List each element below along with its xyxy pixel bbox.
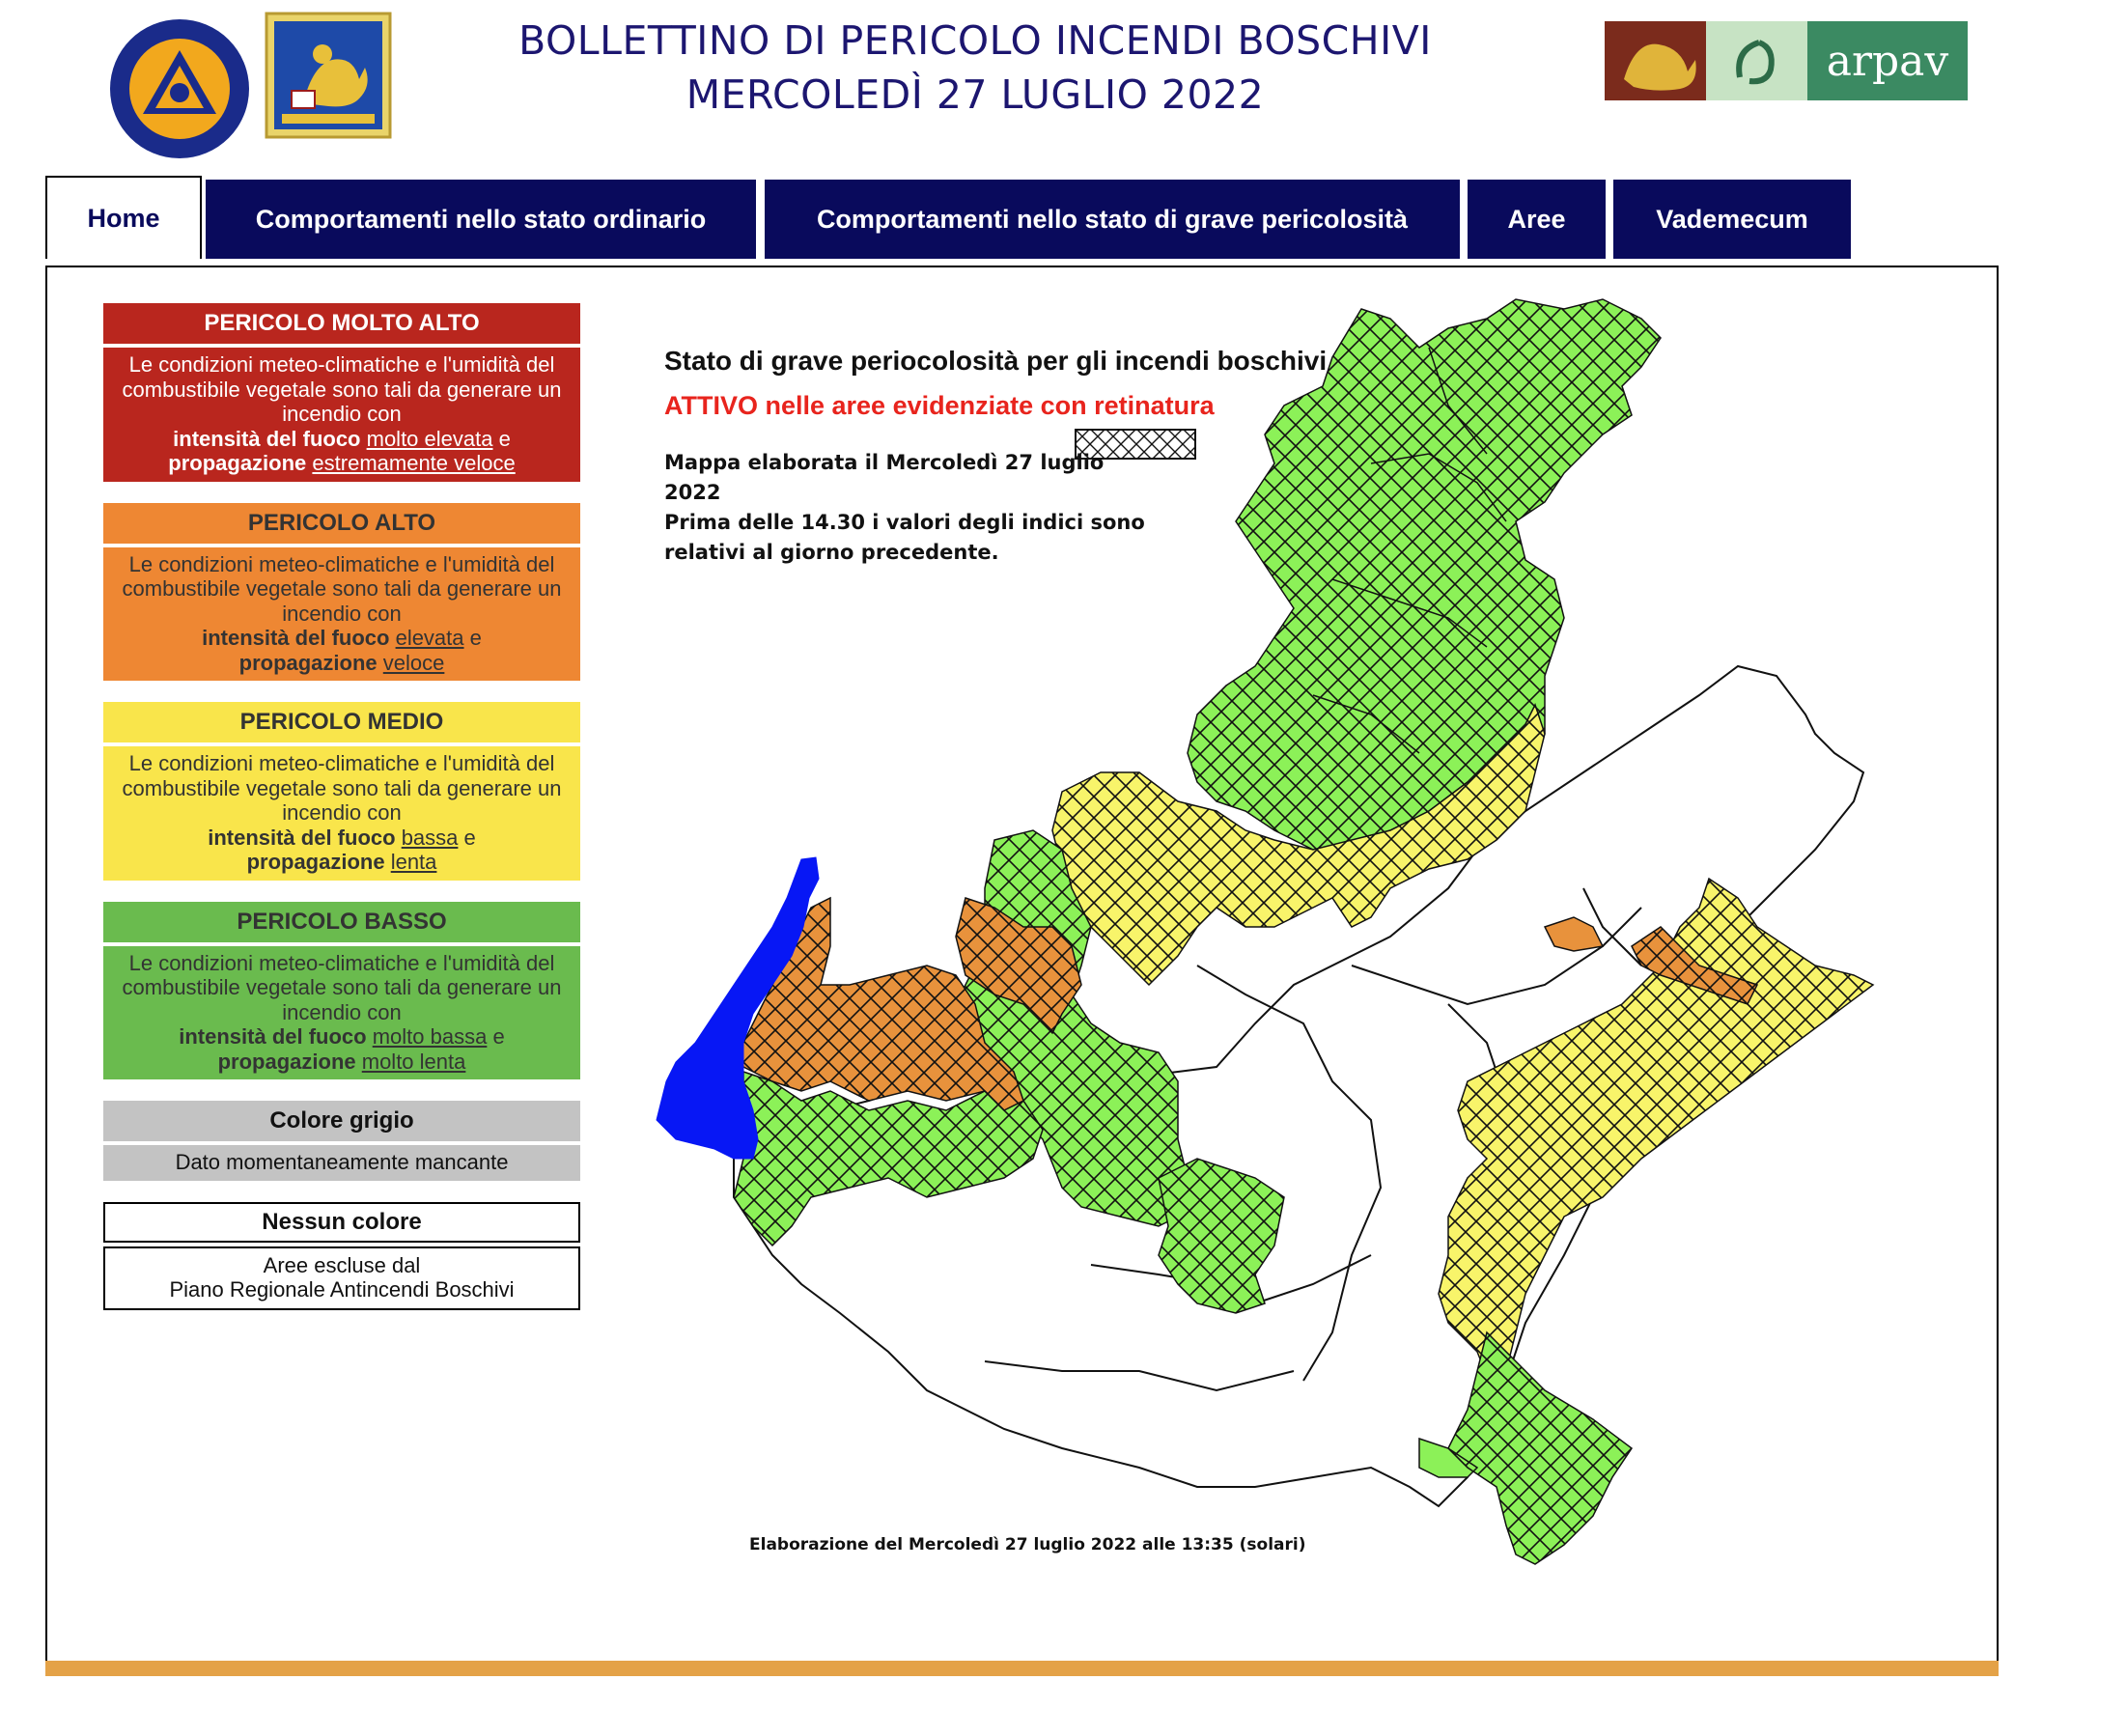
protezione-civile-logo [108,17,251,160]
title-line-1: BOLLETTINO DI PERICOLO INCENDI BOSCHIVI [518,17,1432,64]
footer-bar [45,1661,1999,1676]
title-line-2: MERCOLEDÌ 27 LUGLIO 2022 [685,71,1265,118]
legend-intensity-label: intensità del fuoco [173,426,361,451]
legend-molto-alto [103,303,580,482]
legend-conj: e [463,825,476,850]
legend-alto [103,503,580,682]
legend-medio-description: Le condizioni meteo-climatiche e l'umidità del combustibile vegetale sono tali da generare un incendio con [122,751,562,825]
legend-nessuno [103,1202,580,1310]
legend-spread-label: propagazione [246,850,385,874]
legend-alto-title: PERICOLO ALTO [103,503,580,544]
elaboration-timestamp: Elaborazione del Mercoledì 27 luglio 2022 alle 13:35 (solari) [749,1535,1306,1554]
legend-basso [103,902,580,1080]
tab-vademecum[interactable]: Vademecum [1613,180,1851,259]
legend-grigio-title: Colore grigio [103,1101,580,1141]
tab-home[interactable]: Home [45,176,202,259]
arpav-wordmark: arpav [1826,37,1949,86]
map-note [664,448,1166,568]
legend-molto-alto-text [103,348,580,482]
legend-intensity-label: intensità del fuoco [208,825,396,850]
tab-comportamenti-grave-pericolosita[interactable]: Comportamenti nello stato di grave pericolosità [765,180,1460,259]
legend-conj: e [469,626,482,650]
legend-alto-description: Le condizioni meteo-climatiche e l'umidità del combustibile vegetale sono tali da generare un incendio con [122,551,562,626]
legend-spread-label: propagazione [217,1049,356,1074]
legend-grigio [103,1101,580,1181]
legend-molto-alto-title: PERICOLO MOLTO ALTO [103,303,580,344]
legend-medio-title: PERICOLO MEDIO [103,702,580,742]
legend-intensity-label: intensità del fuoco [202,626,390,650]
regione-veneto-logo [265,12,392,139]
tab-comportamenti-ordinario[interactable]: Comportamenti nello stato ordinario [206,180,756,259]
map-note-line1: Mappa elaborata il Mercoledì 27 luglio 2022 [664,451,1105,504]
legend-nessuno-line2: Piano Regionale Antincendi Boschivi [169,1277,515,1302]
map-active-status: ATTIVO nelle aree evidenziate con retinatura [664,391,1215,420]
legend-grigio-text: Dato momentaneamente mancante [103,1145,580,1181]
legend-nessuno-text [103,1246,580,1310]
legend-basso-text [103,946,580,1080]
arpav-logo [1605,21,1968,100]
legend-spread-label: propagazione [238,650,378,675]
legend-nessuno-line1: Aree escluse dal [263,1252,421,1277]
legend-intensity-label: intensità del fuoco [179,1024,367,1049]
legend-medio-text [103,746,580,881]
legend-conj: e [492,1024,505,1049]
tab-aree[interactable]: Aree [1468,180,1606,259]
legend-intensity-value: molto bassa [372,1024,488,1049]
map-title: Stato di grave periocolosità per gli incendi boschivi [664,346,1328,376]
legend-spread-value: molto lenta [361,1049,466,1074]
legend-spread-value: veloce [382,650,445,675]
legend-intensity-value: molto elevata [366,426,493,451]
legend-molto-alto-description: Le condizioni meteo-climatiche e l'umidità del combustibile vegetale sono tali da generare un incendio con [122,352,562,426]
legend-alto-text [103,547,580,682]
legend-intensity-value: bassa [401,825,459,850]
legend-spread-label: propagazione [168,451,307,475]
legend-spread-value: estremamente veloce [312,451,516,475]
legend-intensity-value: elevata [395,626,464,650]
legend-nessuno-title: Nessun colore [103,1202,580,1243]
legend-spread-value: lenta [390,850,437,874]
page-title [434,14,1516,122]
legend-basso-description: Le condizioni meteo-climatiche e l'umidità del combustibile vegetale sono tali da generare un incendio con [122,950,562,1024]
map-note-line3: relativi al giorno precedente. [664,541,999,564]
legend-medio [103,702,580,881]
legend [103,303,580,1331]
legend-basso-title: PERICOLO BASSO [103,902,580,942]
map-note-line2: Prima delle 14.30 i valori degli indici sono [664,511,1145,534]
legend-conj: e [498,426,511,451]
